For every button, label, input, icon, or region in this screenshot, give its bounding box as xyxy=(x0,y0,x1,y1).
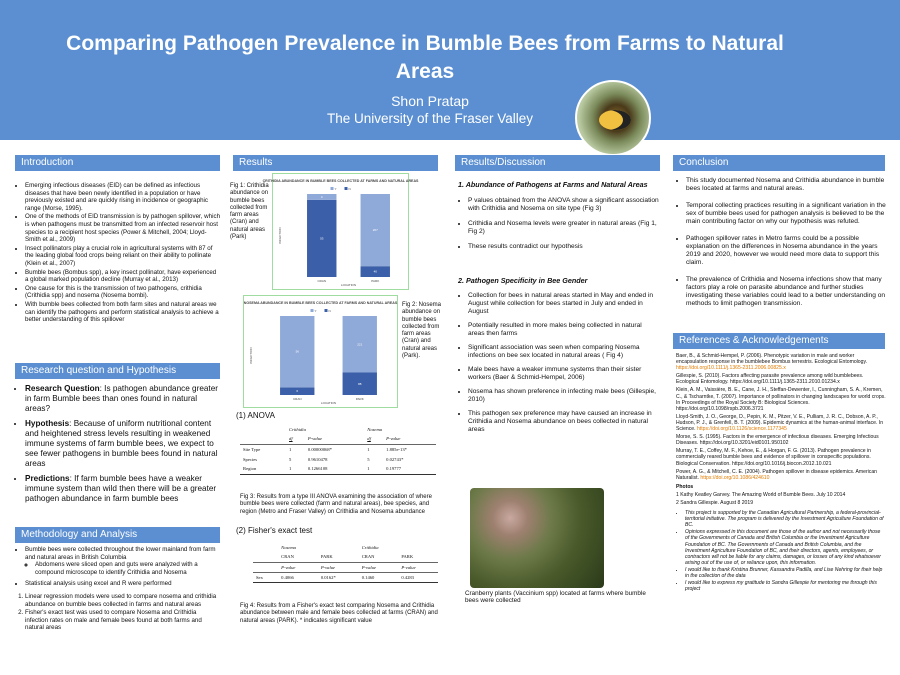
reference-item: Morse, S. S. (1995). Factors in the emergence of infectious diseases. Emerging Infectious Diseases. https://doi.org/10.3201/eid0101.950102 xyxy=(676,434,879,447)
intro-heading: Introduction xyxy=(15,155,220,171)
discussion-subheading-1: 1. Abundance of Pathogens at Farms and Natural Areas xyxy=(458,180,648,189)
legend-label: Y xyxy=(334,186,337,191)
photo-credit: 2 Sandra Gillespie. August 8 2019 xyxy=(676,499,754,506)
intro-list xyxy=(15,182,220,324)
reference-item: Murray, T. E., Coffey, M. F., Kehoe, E., & Horgan, F. G. (2013). Pathogen prevalence in commercially reared bumble bees and evidence of spillover in conspecific populations. Biological Conservation. https://doi.org/10.1016/j.biocon.2012.10.021 xyxy=(676,448,871,467)
anova-col: df xyxy=(364,434,383,444)
references-list xyxy=(676,353,886,593)
anova-col: P-value xyxy=(305,434,364,444)
fig4-caption: Fig 4: Results from a Fisher's exact test comparing Nosema and Crithidia abundance between male and female bees collected at farms (CRAN) and natural areas (PARK). * indicates significant value xyxy=(240,603,438,624)
discussion-list-2 xyxy=(458,292,660,440)
research-question: • Research Question: Is pathogen abundance greater in farm Bumble bees than ones found in natural areas? xyxy=(25,384,220,413)
discussion-item: • These results contradict our hypothesis xyxy=(468,243,660,251)
results-heading: Results xyxy=(233,155,438,171)
intro-item: • One of the methods of EID transmission is by pathogen spillover, which is when pathogens must be transmitted from an infected reservoir host species to a recipient host species (Power & Mitchell, 2004; Lloyd-Smith et al., 2009) xyxy=(25,213,220,243)
reference-item: Baer, B., & Schmid-Hempel, P. (2006). Phenotypic variation in male and worker encapsulation response in the bumblebee Bombus terrestris. Ecological Entomology. https://doi.org/10.1111/j.1365-2311.2006.00825.x xyxy=(676,353,868,372)
methods-numbered-list xyxy=(15,593,220,632)
discussion-item: • Potentially resulted in more males being collected in natural areas then farms xyxy=(468,322,660,338)
predictions: • Predictions: If farm bumble bees have a weaker immune system than wild then there will be a greater pathogen abundance in farm bumble bees xyxy=(25,474,220,503)
crithidia-chart-svg xyxy=(262,174,419,289)
discussion-item: • Significant association was seen when comparing Nosema infections on bee sex located in natural areas ( Fig 4) xyxy=(468,344,660,360)
discussion-item: • This pathogen sex preference may have caused an increase in Crithidia and Nosema abundance on bees collected in natural areas xyxy=(468,410,660,434)
anova-row: Species 5 0.9610478 5 0.02743* xyxy=(243,456,404,462)
conclusion-heading: Conclusion xyxy=(673,155,885,171)
institution-name: The University of the Fraser Valley xyxy=(326,111,534,126)
data-label: 6 xyxy=(296,389,299,394)
discussion-item: • Nosema has shown preference in infecting male bees (Gillespie, 2010) xyxy=(468,388,660,404)
intro-text xyxy=(15,182,220,325)
research-heading: Research question and Hypothesis xyxy=(15,363,220,379)
conclusion-item: • The prevalence of Crithidia and Nosema infections show that many factors play a role on parasite abundance and further studies investigating these variables could lead to a better understanding on methods to limit pathogen transmission. xyxy=(686,276,886,308)
photos-heading: Photos xyxy=(676,483,694,490)
fisher-group: Crithidia xyxy=(361,544,379,550)
fig2-caption: Fig 2: Nosema abundance on bumble bees collected from farm areas (Cran) and natural areas (Park). xyxy=(402,302,442,360)
legend-swatch xyxy=(345,187,348,190)
fig3-caption: Fig 3: Results from a type III ANOVA examining the association of where bumble bees were collected (farm and natural areas), bee species, and region (Metro and Fraser Valley) on Crithidia and Nosema abundance xyxy=(240,494,432,515)
data-label: 267 xyxy=(372,228,378,233)
intro-item: • Bumble bees (Bombus spp), a key insect pollinator, have experienced a global marked population decline (Murray et al., 2013) xyxy=(25,269,220,284)
acknowledgement-item: • I would like to express my gratitude to Sandra Gillespie for mentoring me through this project xyxy=(685,580,886,592)
anova-label: (1) ANOVA xyxy=(236,411,275,420)
reference-link[interactable]: https://doi.org/10.1086/424610 xyxy=(700,474,770,481)
legend-swatch xyxy=(325,309,328,312)
discussion-list-1 xyxy=(458,197,660,258)
discussion-item: • Collection for bees in natural areas started in May and ended in August while collection for bees started in July and ended in August xyxy=(468,292,660,316)
anova-row: Site Type 1 0.00000068* 1 1.885e-13* xyxy=(240,444,436,454)
category-label: PARK xyxy=(371,279,380,283)
reference-item: Gillespie, S. (2010). Factors affecting parasite prevalence among wild bumblebees. Ecological Entomology. https://doi.org/10.1111/j.1365-2311.2010.01234.x xyxy=(676,373,864,386)
legend-label: Y xyxy=(314,308,317,313)
fisher-row: Sex 0.4066 0.0162* 0.1460 0.4283 xyxy=(253,572,438,582)
anova-table xyxy=(240,424,436,475)
research-text xyxy=(15,384,220,510)
anova-group: Nosema xyxy=(367,426,383,432)
fisher-group: Nosema xyxy=(281,544,296,550)
legend-swatch xyxy=(311,309,314,312)
cranberry-photo xyxy=(470,488,604,588)
acknowledgement-item: • This project is supported by the Canadian Agricultural Partnership, a federal-provincial-territorial initiative. The program is delivered by the Investment Agriculture Foundation of BC. xyxy=(685,510,886,528)
chart-title: CRITHIDIA ABUNDANCE IN BUMBLE BEES COLLECTED AT FARMS AND NATURAL AREAS xyxy=(262,179,419,183)
discussion-item: • P values obtained from the ANOVA show a significant association with Crithidia and Nosema on site type (Fig 3) xyxy=(468,197,660,213)
data-label: 40 xyxy=(373,269,377,274)
discussion-subheading-2: 2. Pathogen Specificity in Bee Gender xyxy=(458,276,588,285)
category-label: CRAN xyxy=(317,279,327,283)
anova-col: df xyxy=(286,434,305,444)
bumble-bee-photo xyxy=(575,80,651,156)
reference-item: Lloyd-Smith, J. O., George, D., Pepin, K. M., Pitzer, V. E., Pulliam, J. R. C., Dobson, A. P., Hudson, P. J., & Grenfell, B. T. (2009). Epidemic dynamics at the human-animal interface. In Science. https://doi.org/10.1126/science.1177345 xyxy=(676,413,884,433)
legend-label: N xyxy=(348,186,351,191)
anova-col: P-value xyxy=(383,434,436,444)
discussion-heading: Results/Discussion xyxy=(455,155,660,171)
references-heading: References & Acknowledgements xyxy=(673,333,885,349)
fig1-caption: Fig 1: Crithidia abundance on bumble bees collected from farm areas (Cran) and natural areas (Park) xyxy=(230,183,269,241)
photo-caption: Cranberry plants (Vaccinium spp) located at farms where bumble bees were collected xyxy=(465,590,646,605)
nosema-chart-svg xyxy=(244,296,397,407)
methods-heading: Methodology and Analysis xyxy=(15,527,220,543)
photo-credit: 1 Kathy Keatley Garvey. The Amazing World of Bumble Bees. July 10 2014 xyxy=(676,491,846,498)
acknowledgement-item: • I would like to thank Kristina Brunner, Kassandra Padilla, and Lise Nehring for their help in the collection of the data xyxy=(685,567,886,579)
methods-item: • Statistical analysis using excel and R were performed xyxy=(25,580,220,588)
x-axis-label: LOCATION xyxy=(340,283,357,287)
author-name: Shon Pratap xyxy=(391,93,469,109)
methods-text xyxy=(15,546,220,633)
discussion-item: • Male bees have a weaker immune systems than their sister workers (Baer & Schmid-Hempel, 2006) xyxy=(468,366,660,382)
data-label: 56 xyxy=(295,349,299,354)
legend-label: N xyxy=(328,308,331,313)
conclusion-text xyxy=(676,177,886,317)
reference-link[interactable]: https://doi.org/10.1111/j.1365-2311.2006.00825.x xyxy=(676,365,786,372)
methods-numbered-item: 1. Linear regression models were used to compare nosema and crithidia abundance on bumble bees collected in farms and natural areas xyxy=(25,593,220,608)
poster-header xyxy=(0,0,900,140)
category-label: PARK xyxy=(355,397,364,401)
hypothesis: • Hypothesis: Because of uniform nutritional content and heightened stress levels resulting in weakened immune systems of farm bumble bees, we expect to see fewer pathogens in bumble bees found in natural areas xyxy=(25,419,220,468)
fisher-label: (2) Fisher's exact test xyxy=(236,526,313,535)
chart-title: NOSEMA ABUNDANCE IN BUMBLE BEES COLLECTED AT FARMS AND NATURAL AREAS xyxy=(243,301,398,305)
conclusion-item: • This study documented Nosema and Crithidia abundance in bumble bees located at farms and natural areas. xyxy=(686,177,886,193)
intro-item: • One cause for this is the transmission of two pathogens, crithidia (Crithidia spp) and nosema (Nosema bombi). xyxy=(25,285,220,300)
reference-link[interactable]: https://doi.org/10.1126/science.1177345 xyxy=(696,426,787,433)
nosema-chart xyxy=(243,295,398,408)
conclusion-item: • Pathogen spillover rates in Metro farms could be a possible explanation on the differences in Nosema abundance in the years 2019 and 2020, however we would need more data to support this claim. xyxy=(686,235,886,267)
data-label: 88 xyxy=(358,381,362,386)
acknowledgement-item: • Opinions expressed in this document are those of the author and not necessarily those of the Governments of Canada and British Columbia or the Investment Agriculture Foundation of BC. The Governments of Canada and British Columbia, and the Investment Agriculture Foundation of BC, and their directors, agents, employees, or contractors will not be liable for any claims, damages, or losses of any kind whatsoever arising out of the use of, or reliance upon, this information. xyxy=(685,529,886,566)
discussion-item: • Crithidia and Nosema levels were greater in natural areas (Fig 1, Fig 2) xyxy=(468,220,660,236)
reference-item: Klein, A. M., Vaissière, B. E., Cane, J. H., Steffan-Dewenter, I., Cunningham, S. A., Kremen, C., & Tscharntke, T. (2007). Importance of pollinators in changing landscapes for world crops. In Proceedings of the Royal Society B: Biological Sciences. https://doi.org/10.1098/rspb.2006.3721 xyxy=(676,387,886,412)
category-label: CRAN xyxy=(292,397,302,401)
y-axis-label: INFECTION xyxy=(249,347,253,364)
methods-item: • Bumble bees were collected throughout the lower mainland from farm and natural areas in British Columbia ◦ Abdomens were sliced open and guts were analyzed with a compound microscope to identify Crithidia and Nosema xyxy=(25,546,220,576)
conclusion-item: • Temporal collecting practices resulting in a significant variation in the sex of bumble bees used for pathogen analysis is believed to be the main contributing factor on why our hypothesis was refuted. xyxy=(686,202,886,226)
anova-group: Crithidia xyxy=(289,426,306,432)
legend-swatch xyxy=(331,187,334,190)
intro-item: • Emerging infectious diseases (EID) can be defined as infectious diseases that have been newly identified in a population or have previously existed and are quickly rising in incidence or geographic range (Morse, 1995). xyxy=(25,182,220,212)
crithidia-chart xyxy=(262,173,419,290)
intro-item: • With bumble bees collected from both farm sites and natural areas we can identify the pathogens and perform statistical analysis to achieve a better understanding of this spillover xyxy=(25,301,220,324)
intro-item: • Insect pollinators play a crucial role in agricultural systems with 87 of the leading global food crops being reliant on their ability to pollinate (Klein et al., 2007) xyxy=(25,245,220,268)
poster-title: Comparing Pathogen Prevalence in Bumble Bees from Farms to Natural Areas xyxy=(66,32,784,83)
y-axis-label: INFECTION xyxy=(278,227,282,244)
data-label: 53 xyxy=(320,236,324,241)
fisher-table: Nosema Crithidia CRAN PARK CRAN PARK P-value P-value P-value P-value Sex 0.4066 0.0162* 0.1460 0.4283 xyxy=(253,542,438,583)
x-axis-label: LOCATION xyxy=(320,401,337,405)
methods-numbered-item: 2. Fisher's exact test was used to compare Nosema and Crithidia infection rates on male and female bees found at both farms and natural areas xyxy=(25,609,220,632)
anova-row: Region 1 0.1266108 1 0.19777 xyxy=(240,464,436,474)
methods-subitem: ◦ Abdomens were sliced open and guts were analyzed with a compound microscope to identify Crithidia and Nosema xyxy=(35,561,220,576)
data-label: 4 xyxy=(320,194,323,199)
data-label: 221 xyxy=(357,342,363,347)
reference-item: Power, A. G., & Mitchell, C. E. (2004). Pathogen spillover in disease epidemics. American Naturalist. https://doi.org/10.1086/424610 xyxy=(676,468,878,481)
